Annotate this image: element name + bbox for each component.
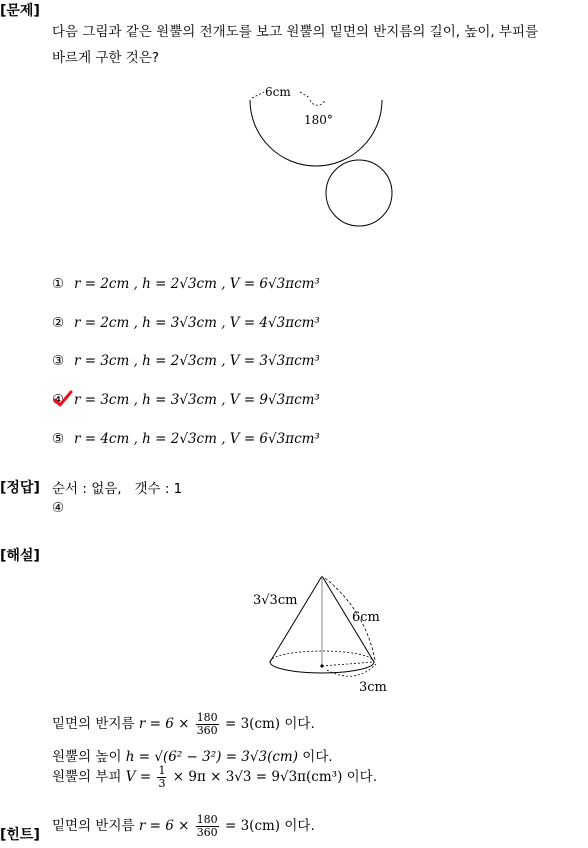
height-label: 3√3cm [253,593,298,608]
fraction-numerator: 1 [158,764,166,777]
problem-text-line2: 바르게 구한 것은? [52,50,160,66]
option-5[interactable] [52,431,320,447]
slant-label: 6cm [352,610,380,625]
explanation-line-1-math-b: = 3(cm) [224,716,281,732]
explanation-line-3-prefix: 원뿔의 부피 [52,769,122,785]
hint-line [52,814,315,839]
answer-info: 순서 : 없음, 갯수 : 1 [52,481,183,497]
hint-math-a: r = 6 × [138,818,190,834]
explanation-line-3-math-a: V = [125,769,152,785]
explanation-line-3-suffix: 이다. [346,769,378,785]
fraction-denominator: 360 [196,826,218,839]
option-3-text: r = 3cm , h = 2√3cm , V = 3√3πcm³ [74,353,320,369]
explanation-line-1-fraction [196,712,219,737]
option-4-number: ④ [52,392,74,408]
cone-figure [245,570,405,695]
explanation-line-3-fraction [157,765,166,790]
angle-arc [310,100,325,105]
option-2[interactable] [52,315,320,331]
explanation-line-1-suffix: 이다. [284,716,315,732]
problem-tag: [문제] [0,3,40,19]
explanation-line-3 [52,765,377,790]
base-center-dot [320,664,323,667]
explanation-tag: [해설] [0,548,40,564]
option-2-number: ② [52,315,65,331]
cone-net-figure [230,78,410,233]
hint-math-b: = 3(cm) [224,818,281,834]
explanation-line-2-prefix: 원뿔의 높이 [52,749,122,765]
net-radius-label: 6cm [265,85,291,99]
fraction-numerator: 180 [196,813,218,826]
option-3[interactable] [52,353,320,369]
option-1[interactable] [52,276,320,292]
hint-tag: [힌트] [0,827,40,843]
cone-radius-line [322,662,374,666]
explanation-line-3-math-b: × 9π × 3√3 = 9√3π(cm³) [172,769,343,785]
option-5-number: ⑤ [52,431,65,447]
option-5-text: r = 4cm , h = 2√3cm , V = 6√3πcm³ [74,431,320,447]
option-1-number: ① [52,276,65,292]
fraction-denominator: 360 [196,724,218,737]
option-3-number: ③ [52,353,65,369]
radius-label: 3cm [359,680,387,695]
radius-dash-right [300,92,310,98]
problem-text-line1: 다음 그림과 같은 원뿔의 전개도를 보고 원뿔의 밑면의 반지름의 길이, 높이, 부피를 [52,24,539,40]
explanation-line-2-math: h = √(6² − 3²) = 3√3(cm) [125,749,298,765]
option-4-text: r = 3cm , h = 3√3cm , V = 9√3πcm³ [74,392,320,408]
answer-tag: [정답] [0,480,40,496]
explanation-line-1-math-a: r = 6 × [138,716,190,732]
option-2-text: r = 2cm , h = 3√3cm , V = 4√3πcm³ [74,315,320,331]
check-mark-icon [52,390,74,410]
option-4[interactable] [52,392,320,408]
option-1-text: r = 2cm , h = 2√3cm , V = 6√3πcm³ [74,276,320,292]
hint-suffix: 이다. [284,818,315,834]
answer-value: ④ [52,500,65,516]
cone-left-side [270,576,322,662]
base-circle [326,160,392,226]
explanation-line-1-prefix: 밑면의 반지름 [52,716,135,732]
explanation-line-2 [52,745,333,765]
explanation-line-1 [52,712,315,737]
net-angle-label: 180° [304,113,333,127]
sector-arc [250,100,382,166]
fraction-numerator: 180 [196,711,218,724]
radius-dash-left [252,92,264,98]
radius-brace [327,664,376,676]
explanation-line-2-suffix: 이다. [302,749,333,765]
hint-fraction [196,814,219,839]
fraction-denominator: 3 [158,777,166,790]
hint-prefix: 밑면의 반지름 [52,818,135,834]
